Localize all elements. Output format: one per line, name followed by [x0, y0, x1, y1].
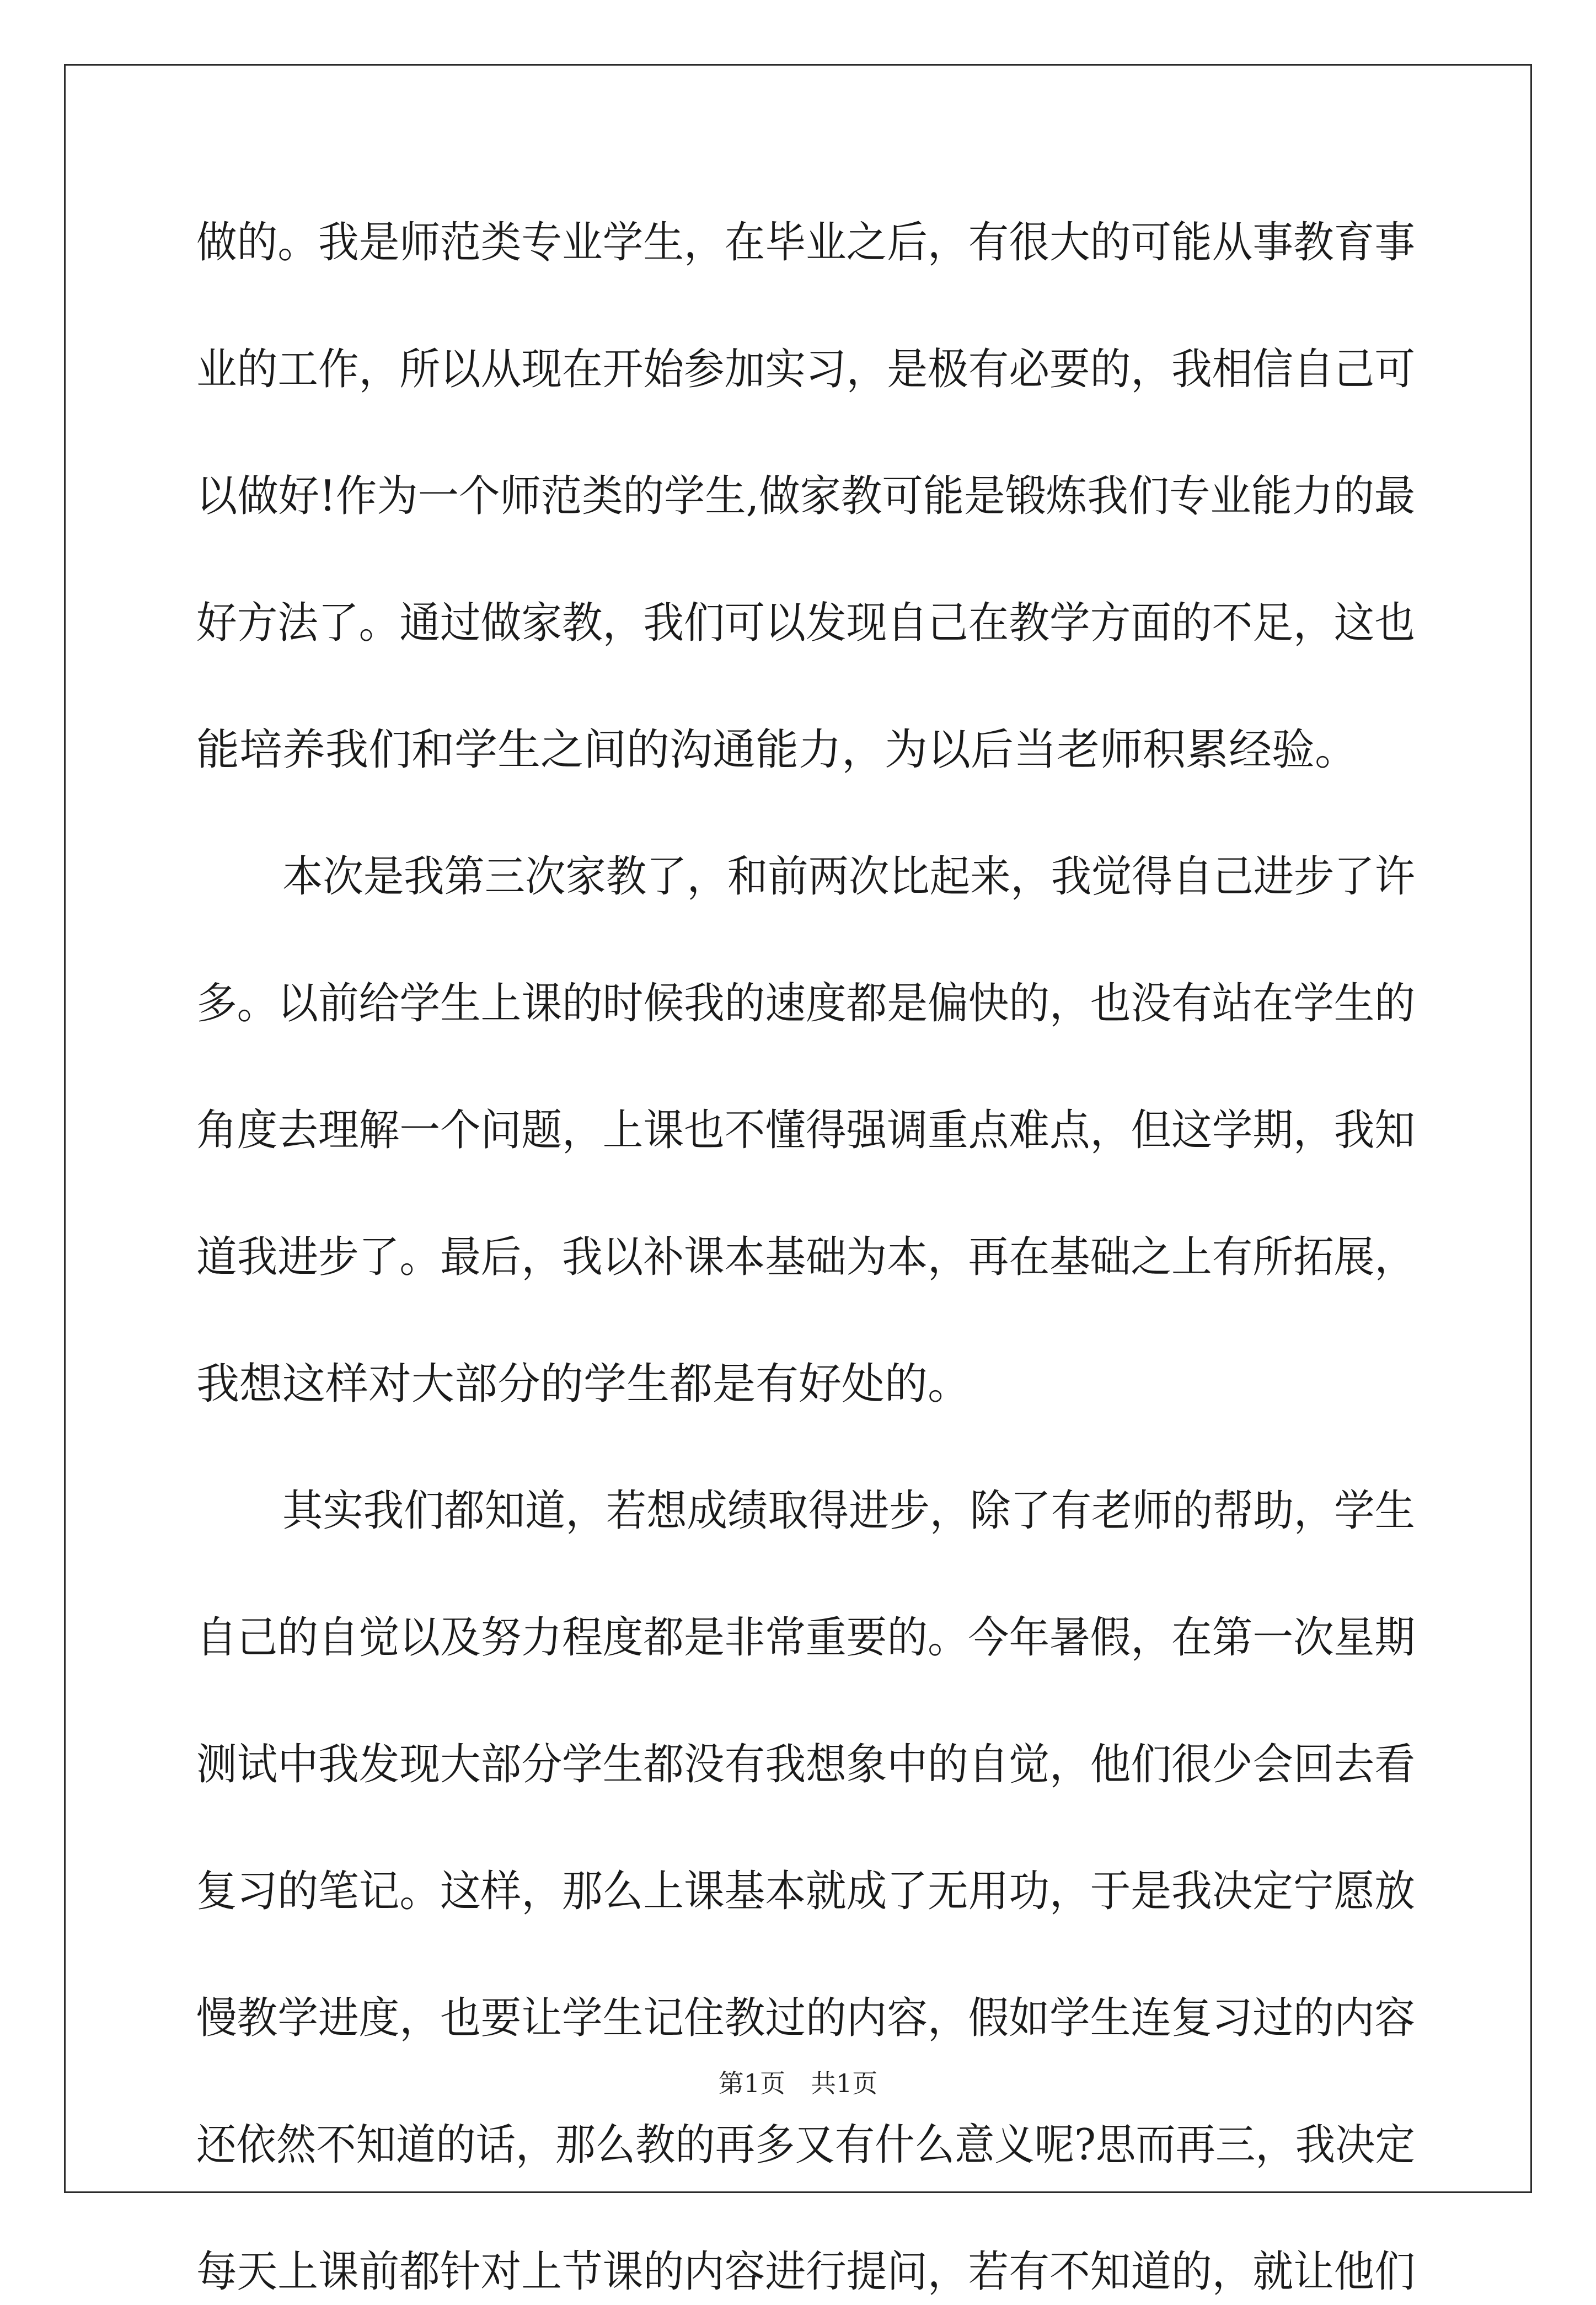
- paragraph-3-line-5: 慢教学进度，也要让学生记住教过的内容，假如学生连复习过的内容: [196, 1993, 1416, 2043]
- page-total: 共1页: [811, 2068, 878, 2098]
- paragraph-3-line-7: 每天上课前都针对上节课的内容进行提问，若有不知道的，就让他们: [196, 2247, 1416, 2297]
- paragraph-3-line-1: 其实我们都知道，若想成绩取得进步，除了有老师的帮助，学生: [282, 1486, 1416, 1536]
- paragraph-2-line-5: 我想这样对大部分的学生都是有好处的。: [196, 1359, 971, 1409]
- paragraph-1-line-3: 以做好!作为一个师范类的学生,做家教可能是锻炼我们专业能力的最: [196, 471, 1416, 521]
- page-number: 第1页: [718, 2068, 785, 2098]
- paragraph-3-line-6: 还依然不知道的话，那么教的再多又有什么意义呢?思而再三，我决定: [196, 2120, 1415, 2170]
- paragraph-1-line-5: 能培养我们和学生之间的沟通能力，为以后当老师积累经验。: [196, 725, 1358, 775]
- paragraph-2-line-1: 本次是我第三次家教了，和前两次比起来，我觉得自己进步了许: [282, 852, 1416, 902]
- paragraph-3-line-3: 测试中我发现大部分学生都没有我想象中的自觉，他们很少会回去看: [196, 1740, 1416, 1789]
- paragraph-2-line-4: 道我进步了。最后，我以补课本基础为本，再在基础之上有所拓展，: [196, 1232, 1416, 1282]
- paragraph-3-line-2: 自己的自觉以及努力程度都是非常重要的。今年暑假，在第一次星期: [196, 1613, 1416, 1663]
- paragraph-2-line-3: 角度去理解一个问题，上课也不懂得强调重点难点，但这学期，我知: [196, 1106, 1416, 1155]
- paragraph-1-line-1: 做的。我是师范类专业学生，在毕业之后，有很大的可能从事教育事: [196, 218, 1416, 267]
- paragraph-1-line-4: 好方法了。通过做家教，我们可以发现自己在教学方面的不足，这也: [196, 598, 1416, 648]
- paragraph-3-line-4: 复习的笔记。这样，那么上课基本就成了无用功，于是我决定宁愿放: [196, 1867, 1416, 1916]
- paragraph-1-line-2: 业的工作，所以从现在开始参加实习，是极有必要的，我相信自己可: [196, 345, 1416, 394]
- page-footer: [0, 2067, 1596, 2100]
- paragraph-2-line-2: 多。以前给学生上课的时候我的速度都是偏快的，也没有站在学生的: [196, 979, 1416, 1028]
